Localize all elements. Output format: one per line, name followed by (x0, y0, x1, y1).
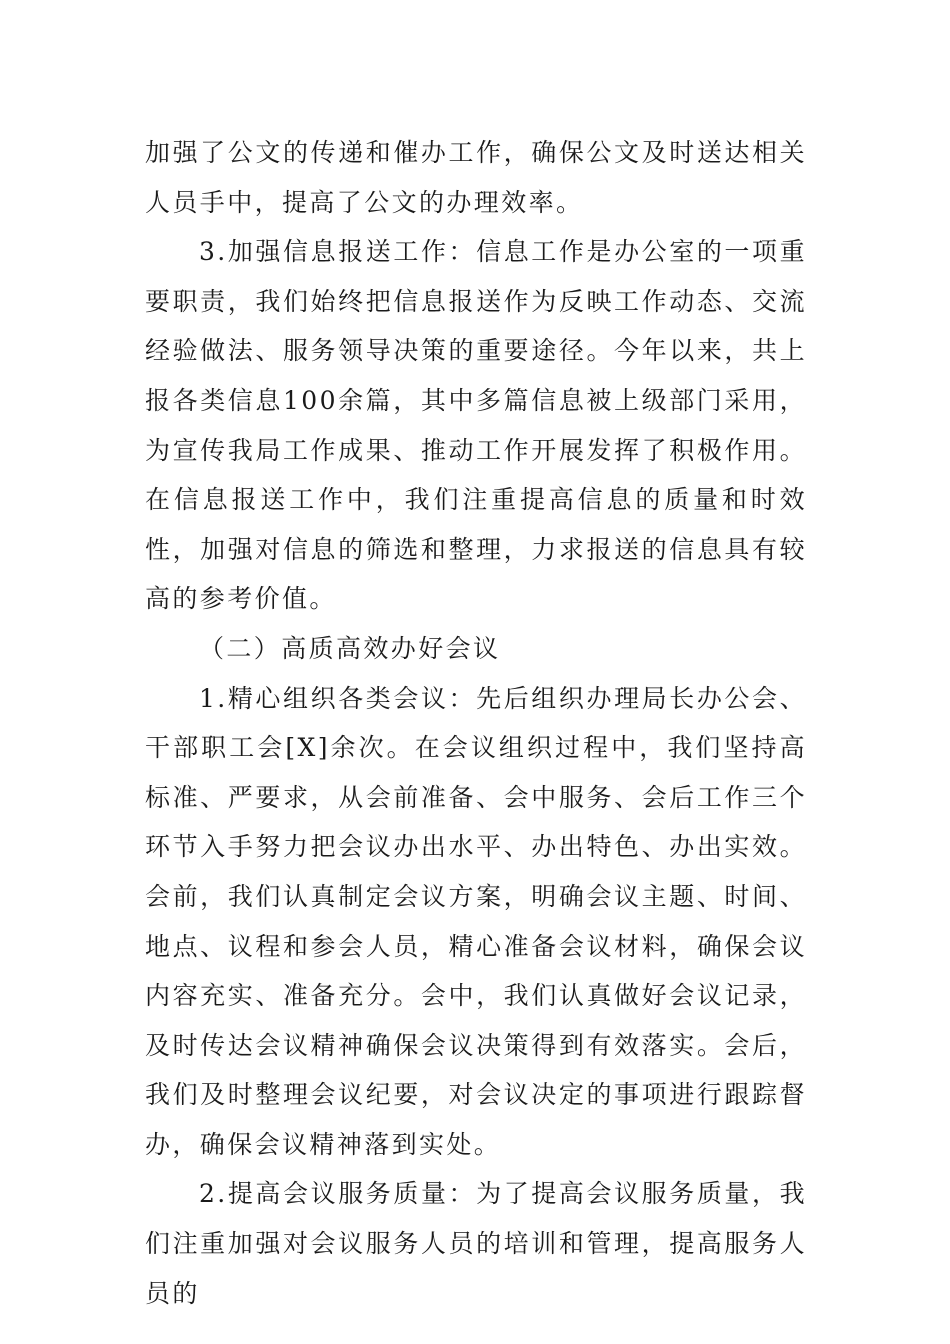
paragraph-continuation: 加强了公文的传递和催办工作，确保公文及时送达相关人员手中，提高了公文的办理效率。 (145, 138, 807, 217)
section-heading-meetings: （二）高质高效办好会议 (199, 633, 501, 663)
paragraph-organize-meetings: 1.精心组织各类会议：先后组织办理局长办公会、干部职工会[X]余次。在会议组织过程中，我们坚持高标准、严要求，从会前准备、会中服务、会后工作三个环节入手努力把会议办出水平、办出特色、办出实效。会前，我们认真制定会议方案，明确会议主题、时间、地点、议程和参会人员，精心准备会议材料，确保会议内容充实、准备充分。会中，我们认真做好会议记录，及时传达会议精神确保会议决策得到有效落实。会后，我们及时整理会议纪要，对会议决定的事项进行跟踪督办，确保会议精神落到实处。 (145, 683, 807, 1159)
paragraph-info-reporting: 3.加强信息报送工作：信息工作是办公室的一项重要职责，我们始终把信息报送作为反映工作动态、交流经验做法、服务领导决策的重要途径。今年以来，共上报各类信息100余篇，其中多篇信息被上级部门采用，为宣传我局工作成果、推动工作开展发挥了积极作用。在信息报送工作中，我们注重提高信息的质量和时效性，加强对信息的筛选和整理，力求报送的信息具有较高的参考价值。 (145, 237, 807, 614)
paragraph-meeting-service: 2.提高会议服务质量：为了提高会议服务质量，我们注重加强对会议服务人员的培训和管理，提高服务人员的 (145, 1179, 807, 1308)
document-body (145, 128, 807, 1318)
